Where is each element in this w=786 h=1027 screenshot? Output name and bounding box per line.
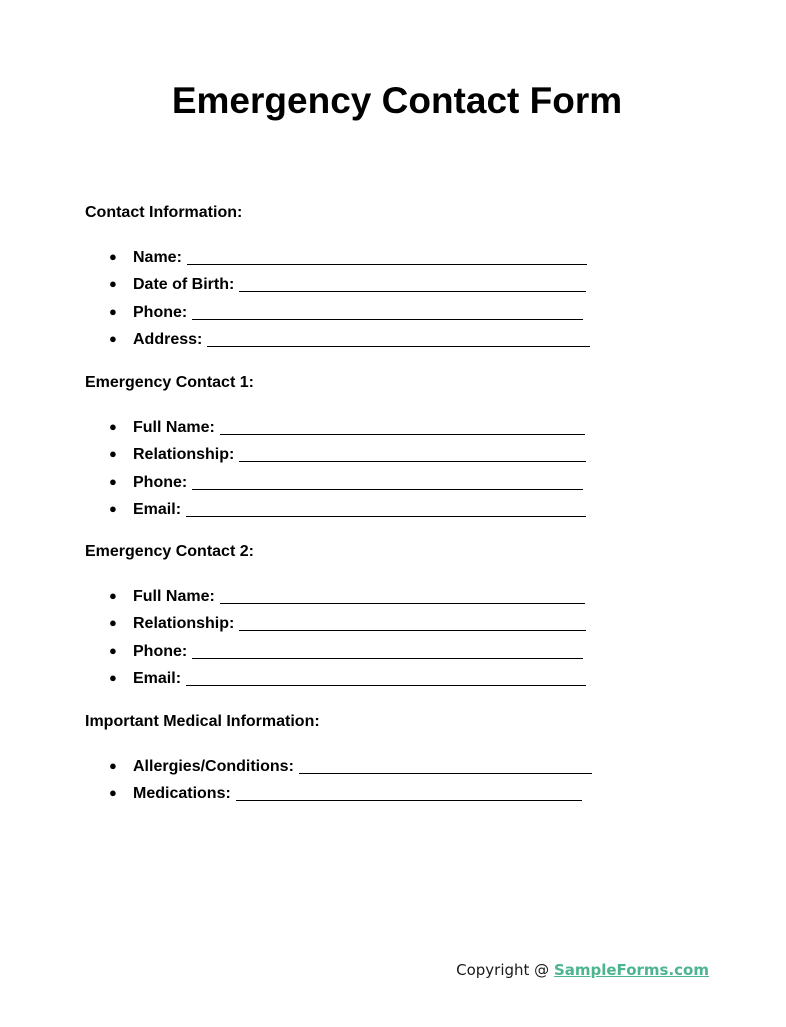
fill-in-line[interactable] (220, 589, 585, 604)
fill-in-line[interactable] (239, 447, 586, 462)
field-relationship (85, 444, 705, 471)
field-label: Email: (133, 500, 182, 518)
field-email (85, 499, 705, 526)
fill-in-line[interactable] (239, 616, 586, 631)
bullet-icon: ● (109, 758, 117, 773)
bullet-icon: ● (109, 276, 117, 292)
copyright-text: Copyright @ (456, 961, 554, 979)
section-heading: Emergency Contact 2: (85, 543, 254, 560)
field-relationship (85, 613, 705, 640)
field-label: Name: (133, 249, 182, 266)
fill-in-line[interactable] (186, 671, 586, 686)
fill-in-line[interactable] (186, 502, 586, 517)
fill-in-line[interactable] (192, 305, 583, 320)
field-list (85, 247, 705, 356)
bullet-icon: ● (109, 642, 117, 658)
field-label: Full Name: (133, 588, 215, 605)
field-date-of-birth (85, 274, 705, 301)
bullet-icon: ● (109, 473, 117, 489)
section-heading: Emergency Contact 1: (85, 374, 254, 391)
field-phone (85, 302, 705, 329)
section-heading: Contact Information: (85, 204, 243, 221)
bullet-icon: ● (109, 419, 117, 434)
bullet-icon: ● (109, 303, 117, 319)
field-label: Full Name: (133, 419, 215, 436)
bullet-icon: ● (109, 785, 117, 801)
section-emergency-contact-1 (85, 373, 705, 526)
bullet-icon: ● (109, 669, 117, 685)
field-full-name (85, 417, 705, 444)
field-label: Address: (133, 330, 203, 348)
fill-in-line[interactable] (220, 420, 585, 435)
fill-in-line[interactable] (192, 475, 583, 490)
field-label: Phone: (133, 303, 188, 321)
fill-in-line[interactable] (187, 250, 587, 265)
field-label: Allergies/Conditions: (133, 758, 294, 775)
bullet-icon: ● (109, 500, 117, 516)
page-title: Emergency Contact Form (171, 80, 623, 121)
field-full-name (85, 586, 705, 613)
field-label: Email: (133, 669, 182, 687)
bullet-icon: ● (109, 249, 117, 264)
field-label: Relationship: (133, 615, 235, 633)
bullet-icon: ● (109, 330, 117, 346)
field-phone (85, 472, 705, 499)
section-contact-information (85, 203, 705, 356)
fill-in-line[interactable] (192, 644, 583, 659)
field-label: Phone: (133, 473, 188, 491)
fill-in-line[interactable] (299, 759, 592, 774)
fill-in-line[interactable] (239, 277, 586, 292)
field-list (85, 586, 705, 695)
fill-in-line[interactable] (207, 332, 590, 347)
field-label: Date of Birth: (133, 276, 235, 294)
field-list (85, 417, 705, 526)
field-label: Relationship: (133, 446, 235, 464)
field-medications (85, 783, 705, 810)
field-list (85, 756, 705, 811)
field-label: Medications: (133, 785, 231, 803)
bullet-icon: ● (109, 446, 117, 462)
field-email (85, 668, 705, 695)
section-emergency-contact-2 (85, 542, 705, 695)
bullet-icon: ● (109, 615, 117, 631)
bullet-icon: ● (109, 588, 117, 603)
field-name (85, 247, 705, 274)
footer-copyright (456, 960, 709, 980)
field-label: Phone: (133, 642, 188, 660)
section-heading: Important Medical Information: (85, 713, 320, 730)
section-important-medical-information (85, 712, 705, 811)
field-allergies-conditions (85, 756, 705, 783)
field-phone (85, 641, 705, 668)
field-address (85, 329, 705, 356)
fill-in-line[interactable] (236, 786, 582, 801)
sampleforms-link[interactable]: SampleForms.com (553, 961, 709, 979)
